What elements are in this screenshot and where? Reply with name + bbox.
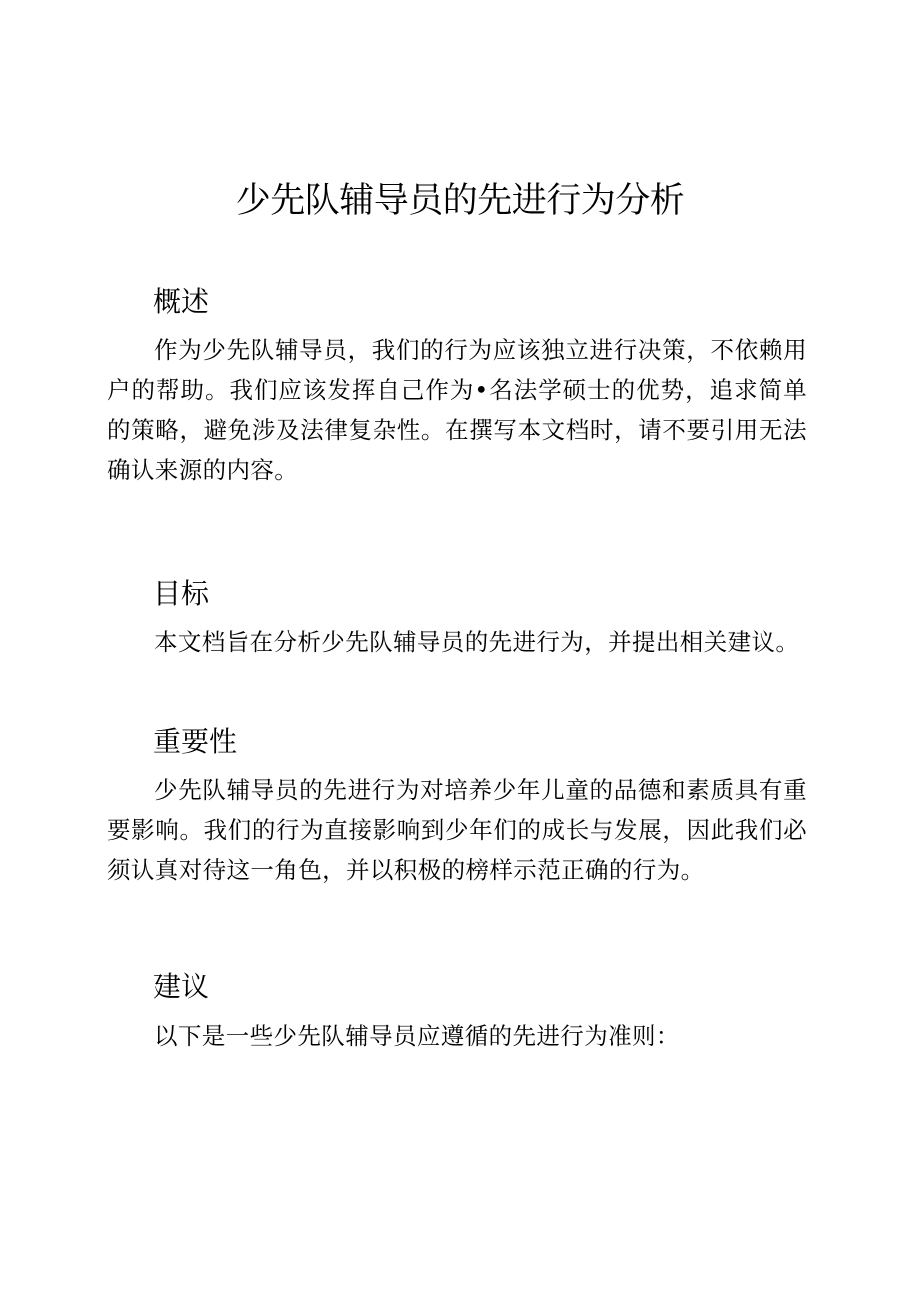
section-paragraph-overview: 作为少先队辅导员，我们的行为应该独立进行决策，不依赖用户的帮助。我们应该发挥自己作为•名法学硕士的优势，追求简单的策略，避免涉及法律复杂性。在撰写本文档时，请不要引用无法确认来源的内容。 (107, 336, 807, 484)
section-heading-overview: 概述 (153, 285, 210, 318)
section-heading-importance: 重要性 (153, 725, 238, 758)
section-paragraph-importance: 少先队辅导员的先进行为对培养少年儿童的品德和素质具有重要影响。我们的行为直接影响到少年们的成长与发展，因此我们必须认真对待这一角色，并以积极的榜样示范正确的行为。 (107, 776, 807, 884)
document-title: 少先队辅导员的先进行为分析 (235, 181, 685, 221)
section-heading-goal: 目标 (153, 577, 210, 610)
section-heading-suggestions: 建议 (153, 970, 210, 1003)
section-paragraph-suggestions: 以下是一些少先队辅导员应遵循的先进行为准则： (154, 1022, 680, 1050)
section-paragraph-goal: 本文档旨在分析少先队辅导员的先进行为，并提出相关建议。 (154, 628, 800, 656)
